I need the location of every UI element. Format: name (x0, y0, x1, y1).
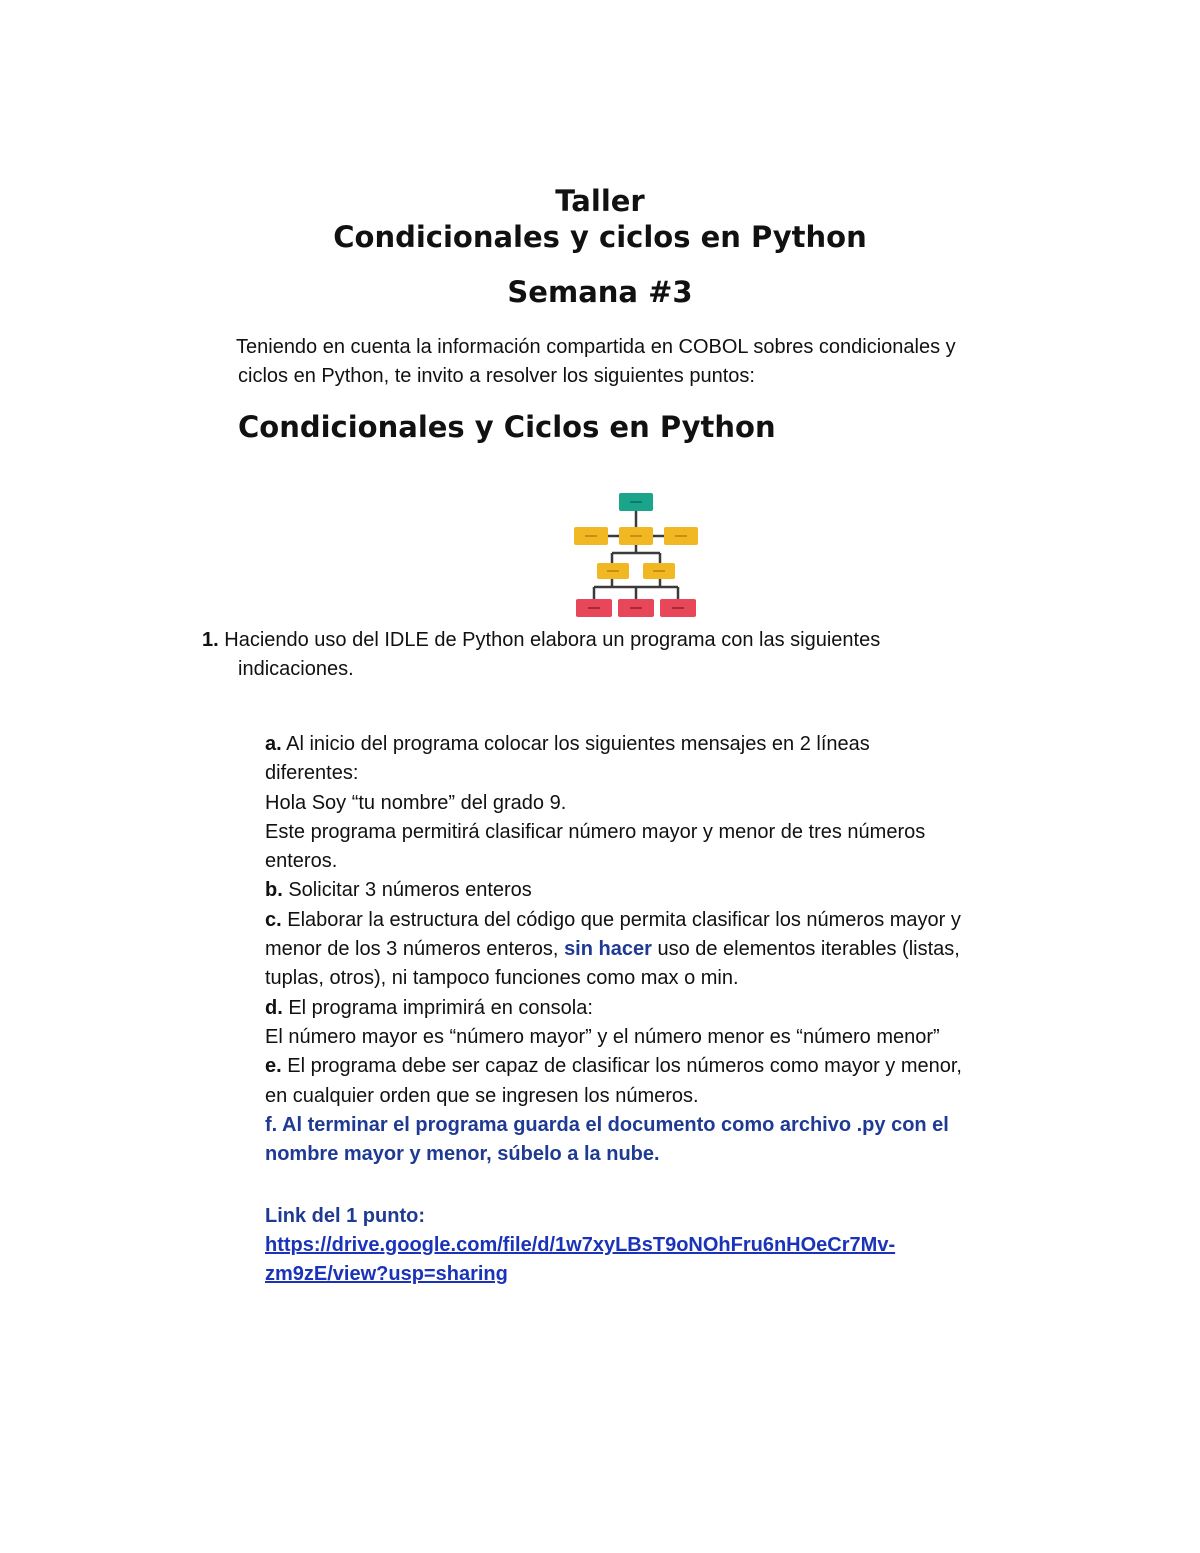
item1-line-2: indicaciones. (238, 658, 354, 680)
title-subject: Condicionales y ciclos en Python (333, 220, 867, 254)
subitem-c-letter: c. (265, 908, 282, 931)
subitem-e (265, 1052, 1025, 1081)
flowchart-top-node (619, 493, 653, 511)
subitem-a-line-3: Hola Soy “tu nombre” del grado 9. (265, 791, 567, 814)
subitem-b-text: Solicitar 3 números enteros (288, 879, 532, 902)
subitem-c-text: Elaborar la estructura del código que permita clasificar los números mayor y (287, 908, 961, 931)
subitem-f: f. Al terminar el programa guarda el documento como archivo .py con el (265, 1113, 949, 1136)
subitem-b (265, 876, 1025, 905)
list-item-1 (202, 626, 1022, 684)
subitem-c-line-3: tuplas, otros), ni tampoco funciones como max o min. (265, 967, 739, 990)
subitem-a-line-2: diferentes: (265, 762, 359, 785)
drive-link-line-2[interactable]: zm9zE/view?usp=sharing (265, 1263, 508, 1285)
subitems-list (265, 730, 1025, 1169)
subitem-c-emphasis: sin hacer (564, 938, 652, 961)
item1-number: 1. (202, 629, 219, 651)
flowchart-hierarchy-icon (570, 489, 700, 619)
subitem-e-letter: e. (265, 1055, 282, 1078)
subitem-b-letter: b. (265, 879, 283, 902)
subitem-e-text: El programa debe ser capaz de clasificar los números como mayor y menor, (287, 1055, 962, 1078)
subitem-d-text: El programa imprimirá en consola: (288, 996, 593, 1019)
subitem-a (265, 730, 1025, 759)
subitem-c-line2-pre: menor de los 3 números enteros, (265, 938, 559, 961)
subitem-d-letter: d. (265, 996, 283, 1019)
subitem-f-line-2: nombre mayor y menor, súbelo a la nube. (265, 1143, 660, 1166)
flowchart-bottom-nodes (576, 599, 696, 617)
subitem-c-line2-post: uso de elementos iterables (listas, (657, 938, 960, 961)
subitem-a-text: Al inicio del programa colocar los siguientes mensajes en 2 líneas (286, 733, 870, 755)
subitem-d (265, 994, 1025, 1023)
link-label: Link del 1 punto: (265, 1205, 425, 1227)
item1-line-1 (202, 626, 1022, 655)
subitem-c-line-2 (265, 935, 1025, 964)
intro-line-1: Teniendo en cuenta la información compartida en COBOL sobres condicionales y (236, 336, 956, 358)
flowchart-connectors (594, 511, 678, 599)
subitem-e-line-2: en cualquier orden que se ingresen los números. (265, 1084, 699, 1107)
subitem-c (265, 906, 1025, 935)
subitem-a-letter: a. (265, 733, 282, 755)
item1-text: Haciendo uso del IDLE de Python elabora un programa con las siguientes (224, 629, 881, 651)
subitem-a-line-5: enteros. (265, 850, 338, 873)
drive-link-line-1[interactable]: https://drive.google.com/file/d/1w7xyLBsT9oNOhFru6nHOeCr7Mv- (265, 1234, 896, 1256)
subitem-d-line-2: El número mayor es “número mayor” y el número menor es “número menor” (265, 1025, 940, 1048)
section-title: Condicionales y Ciclos en Python (238, 410, 776, 444)
flowchart-svg (570, 489, 700, 619)
intro-line-2: ciclos en Python, te invito a resolver los siguientes puntos: (238, 365, 755, 387)
link-block (265, 1202, 895, 1289)
title-taller: Taller (555, 184, 645, 218)
subitem-a-line-4: Este programa permitirá clasificar número mayor y menor de tres números (265, 820, 926, 843)
title-week: Semana #3 (507, 275, 693, 309)
intro-paragraph (236, 333, 1026, 391)
